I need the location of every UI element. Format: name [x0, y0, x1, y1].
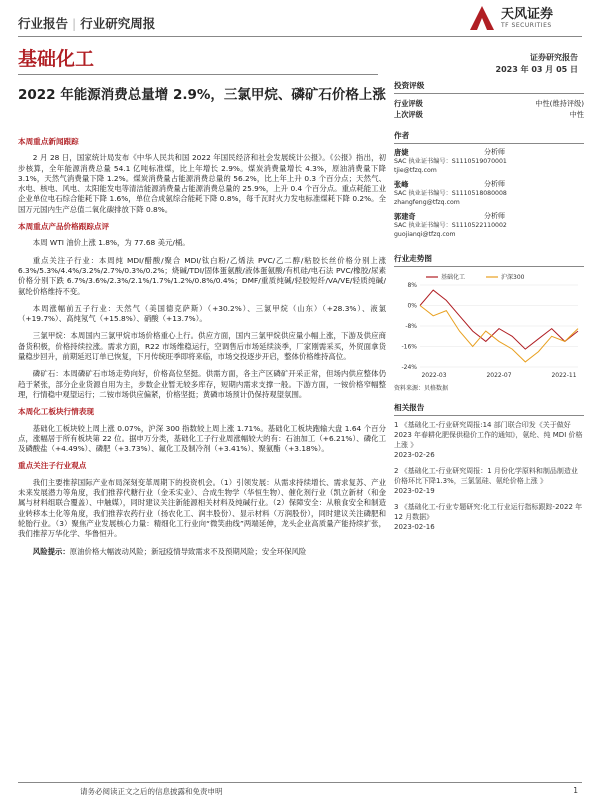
report-title: 2022 年能源消费总量增 2.9%，三氯甲烷、磷矿石价格上涨 [18, 87, 386, 103]
related-report[interactable] [394, 502, 584, 532]
footer-disclaimer[interactable]: 请务必阅读正文之后的信息披露和免责申明 [80, 787, 223, 796]
paragraph: 基础化工板块较上周上涨 0.07%，沪深 300 指数较上周上涨 1.71%。基础化工板块跑输大盘 1.64 个百分点，涨幅居于所有板块第 22 位。据申万分类，基础化工子行业周涨幅较大的有：石油加工（+6.21%）、磷化工及磷酸盐（+4.49%）、磷肥（+3.73%）、氟化工及制冷剂（+3.41%）、聚氨酯（+3.18%）。 [18, 423, 386, 454]
separator: | [72, 16, 77, 31]
x-tick-label: 2022-11 [551, 372, 577, 379]
footer-divider [18, 782, 582, 783]
paragraph: 磷矿石：本周磷矿石市场走势向好，价格高位坚挺。供需方面，各主产区磷矿开采正常，但场内供应整体仍趋于紧张，部分企业货源自用为主，步数企业暂无较多库存，短期内需求支撑一般。下游方面，一铵价格窄幅整理，行情稳中观望运行；二铵市场供应偏紧，价格坚挺；黄磷市场预计仍保持观望氛围。 [18, 369, 386, 399]
main-content [18, 137, 386, 564]
series-line [420, 290, 578, 349]
y-tick-label: -24% [401, 364, 417, 371]
related-report[interactable] [394, 466, 584, 496]
author-license: SAC 执业证书编号：S1110518080008 [394, 190, 507, 197]
author-name: 郭建奇 [394, 212, 416, 221]
related-date: 2023-02-16 [394, 523, 435, 531]
company-logo [468, 4, 553, 32]
author-license: SAC 执业证书编号：S1110522110002 [394, 222, 507, 229]
author-title: 分析师 [484, 148, 505, 156]
top-divider [18, 36, 582, 37]
sidebar [394, 80, 584, 538]
trend-chart-svg [394, 271, 584, 381]
author-email[interactable]: tjie@tfzq.com [394, 167, 437, 174]
trend-heading: 行业走势图 [394, 253, 584, 267]
risk-note [18, 547, 386, 557]
rating-row [394, 98, 584, 109]
title-divider [18, 74, 378, 75]
legend-label: 沪深300 [501, 274, 525, 281]
related-title[interactable]: 2 《基础化工-行业研究周报：1 月份化学原料和制品制造业价格环比下降1.3%，三氯氢硅、氨纶价格上涨 》 [394, 467, 578, 485]
section-heading: 本周重点新闻跟踪 [18, 137, 79, 146]
risk-text: 原油价格大幅波动风险；新冠疫情导致需求不及预期风险；安全环保风险 [69, 546, 307, 556]
legend-label: 基础化工 [441, 274, 466, 281]
chart-source: 资料来源：贝格数据 [394, 385, 449, 392]
rating-key: 上次评级 [394, 110, 423, 119]
category-label: 行业报告 [18, 16, 69, 31]
author-entry [394, 148, 584, 175]
paragraph: 我们主要推荐国际产业布局深刻变革周期下的投资机会。（1）引领发展：从需求持续增长、需求复苏、产业未来发展潜力等角度，我们推荐代糖行业（金禾实业）、合成生物学（华恒生物）、催化剂行业（凯立新材（和金属与材料组联合覆盖）、中触媒），同时建议关注新能源相关材料及纯碱行业。（2）保障安全：从粮食安全和制造业转移本土化等角度，我们推荐农药行业（扬农化工、润丰股份）、显示材料（万润股份），同时建议关注磷肥和轮胎行业。（3）聚焦产业发展核心力量：精细化工行业向“微笑曲线”两端延伸，龙头企业高质量产能持续扩张，我们推荐万华化学、华鲁恒升。 [18, 477, 386, 539]
subcategory-label: 行业研究周报 [80, 16, 156, 31]
paragraph: 2 月 28 日，国家统计局发布《中华人民共和国 2022 年国民经济和社会发展统计公报》。《公报》指出，初步核算，全年能源消费总量 54.1 亿吨标准煤，比上年增长 2.9%。煤炭消费量增长 4.3%，原油消费量下降 3.1%，天然气消费量下降 1.2%。煤炭消费量占能源消费总量的 56.2%，比上年上升 0.3 个百分点；天然气、水电、核电、风电、太阳能发电等清洁能源消费量占能源消费总量的 25.9%，上升 0.4 个百分点。重点耗能工业企业单位电石综合能耗下降 1.6%，单位合成氨综合能耗下降 0.8%，每千瓦时火力发电标准煤耗下降 0.2%。全国万元国内生产总值二氧化碳排放下降 0.8%。 [18, 153, 386, 214]
related-date: 2023-02-26 [394, 451, 435, 459]
author-email[interactable]: guojianqi@tfzq.com [394, 231, 456, 238]
report-date: 2023 年 03 月 05 日 [495, 65, 578, 74]
section-heading: 本周重点产品价格跟踪点评 [18, 222, 110, 232]
author-title: 分析师 [484, 212, 505, 220]
y-tick-label: 8% [407, 282, 417, 289]
risk-label: 风险提示： [32, 546, 70, 556]
logo-icon [468, 4, 496, 32]
trend-chart [394, 271, 584, 381]
y-tick-label: -16% [401, 343, 417, 351]
authors-heading: 作者 [394, 130, 584, 144]
page-number: 1 [573, 786, 578, 795]
related-title[interactable]: 3 《基础化工-行业专题研究:化工行业运行指标跟踪-2022 年 12 月数据》 [394, 503, 583, 521]
related-title[interactable]: 1 《基础化工-行业研究周报:14 部门联合印发《关于做好 2023 年春耕化肥保供稳价工作的通知》，氨纶、纯 MDI 价格上涨 》 [394, 421, 583, 449]
y-tick-label: -8% [405, 323, 417, 330]
report-category [18, 14, 155, 32]
author-entry [394, 180, 584, 207]
industry-name: 基础化工 [18, 48, 95, 70]
y-tick-label: 0% [407, 302, 417, 310]
author-name: 张峰 [394, 180, 409, 189]
logo-en: TF SECURITIES [501, 21, 552, 29]
logo-name: 天风证券 [501, 6, 554, 22]
paragraph: 本周 WTI 油价上涨 1.8%，为 77.68 美元/桶。 [32, 238, 190, 248]
paragraph: 本周涨幅前五子行业：天然气（美国德克萨斯）（+30.2%）、三氯甲烷（山东）（+28.3%）、液氯（+19.7%）、高纯氖气（+15.8%）、硝酸（+13.7%）。 [18, 303, 386, 324]
series-line [420, 306, 578, 362]
author-email[interactable]: zhangfeng@tfzq.com [394, 199, 460, 206]
author-entry [394, 212, 584, 239]
rating-heading: 投资评级 [394, 80, 584, 94]
section-heading: 重点关注子行业观点 [18, 461, 87, 471]
author-title: 分析师 [484, 180, 505, 188]
rating-row [394, 109, 584, 120]
rating-key: 行业评级 [394, 99, 423, 108]
paragraph: 三氯甲烷：本周国内三氯甲烷市场价格重心上行。供应方面，国内三氯甲烷供应量小幅上涨，下游及供应商备货积极，价格持续拉涨。需求方面，R22 市场维稳运行，空调售后市场延续淡季，厂家刚需采买，外贸面拿货量稳步回升，前期延迟订单已恢复，下月传统旺季即将来临，市场交投逐步开启，整体价格维持高位。 [18, 331, 386, 362]
x-tick-label: 2022-07 [486, 372, 512, 379]
section-heading: 本周化工板块行情表现 [18, 407, 94, 417]
related-report[interactable] [394, 420, 584, 460]
paragraph: 重点关注子行业：本周纯 MDI/醋酸/聚合 MDI/钛白粉/乙烯法 PVC/乙二醇/粘胶长丝价格分别上涨 6.3%/5.3%/4.4%/3.2%/2.7%/0.3%/0.2%；烧碱/TDI/固体蛋氨酸/液体蛋氨酸/有机硅/电石法 PVC/橡胶/尿素价格分别下跌 6.7%/3.6%/2.3%/2.1%/1.7%/1.2%/0.8%/0.4%；DMF/重质纯碱/轻胶短纤/VA/VE/轻质纯碱/氨纶价格维持不变。 [18, 255, 386, 296]
rating-value: 中性 [569, 110, 584, 119]
x-tick-label: 2022-03 [421, 372, 447, 379]
author-name: 唐婕 [394, 148, 409, 157]
report-type: 证券研究报告 [530, 53, 578, 62]
author-license: SAC 执业证书编号：S1110519070001 [394, 158, 507, 165]
related-heading: 相关报告 [394, 402, 584, 416]
related-date: 2023-02-19 [394, 487, 435, 495]
rating-value: 中性(维持评级) [535, 99, 584, 108]
